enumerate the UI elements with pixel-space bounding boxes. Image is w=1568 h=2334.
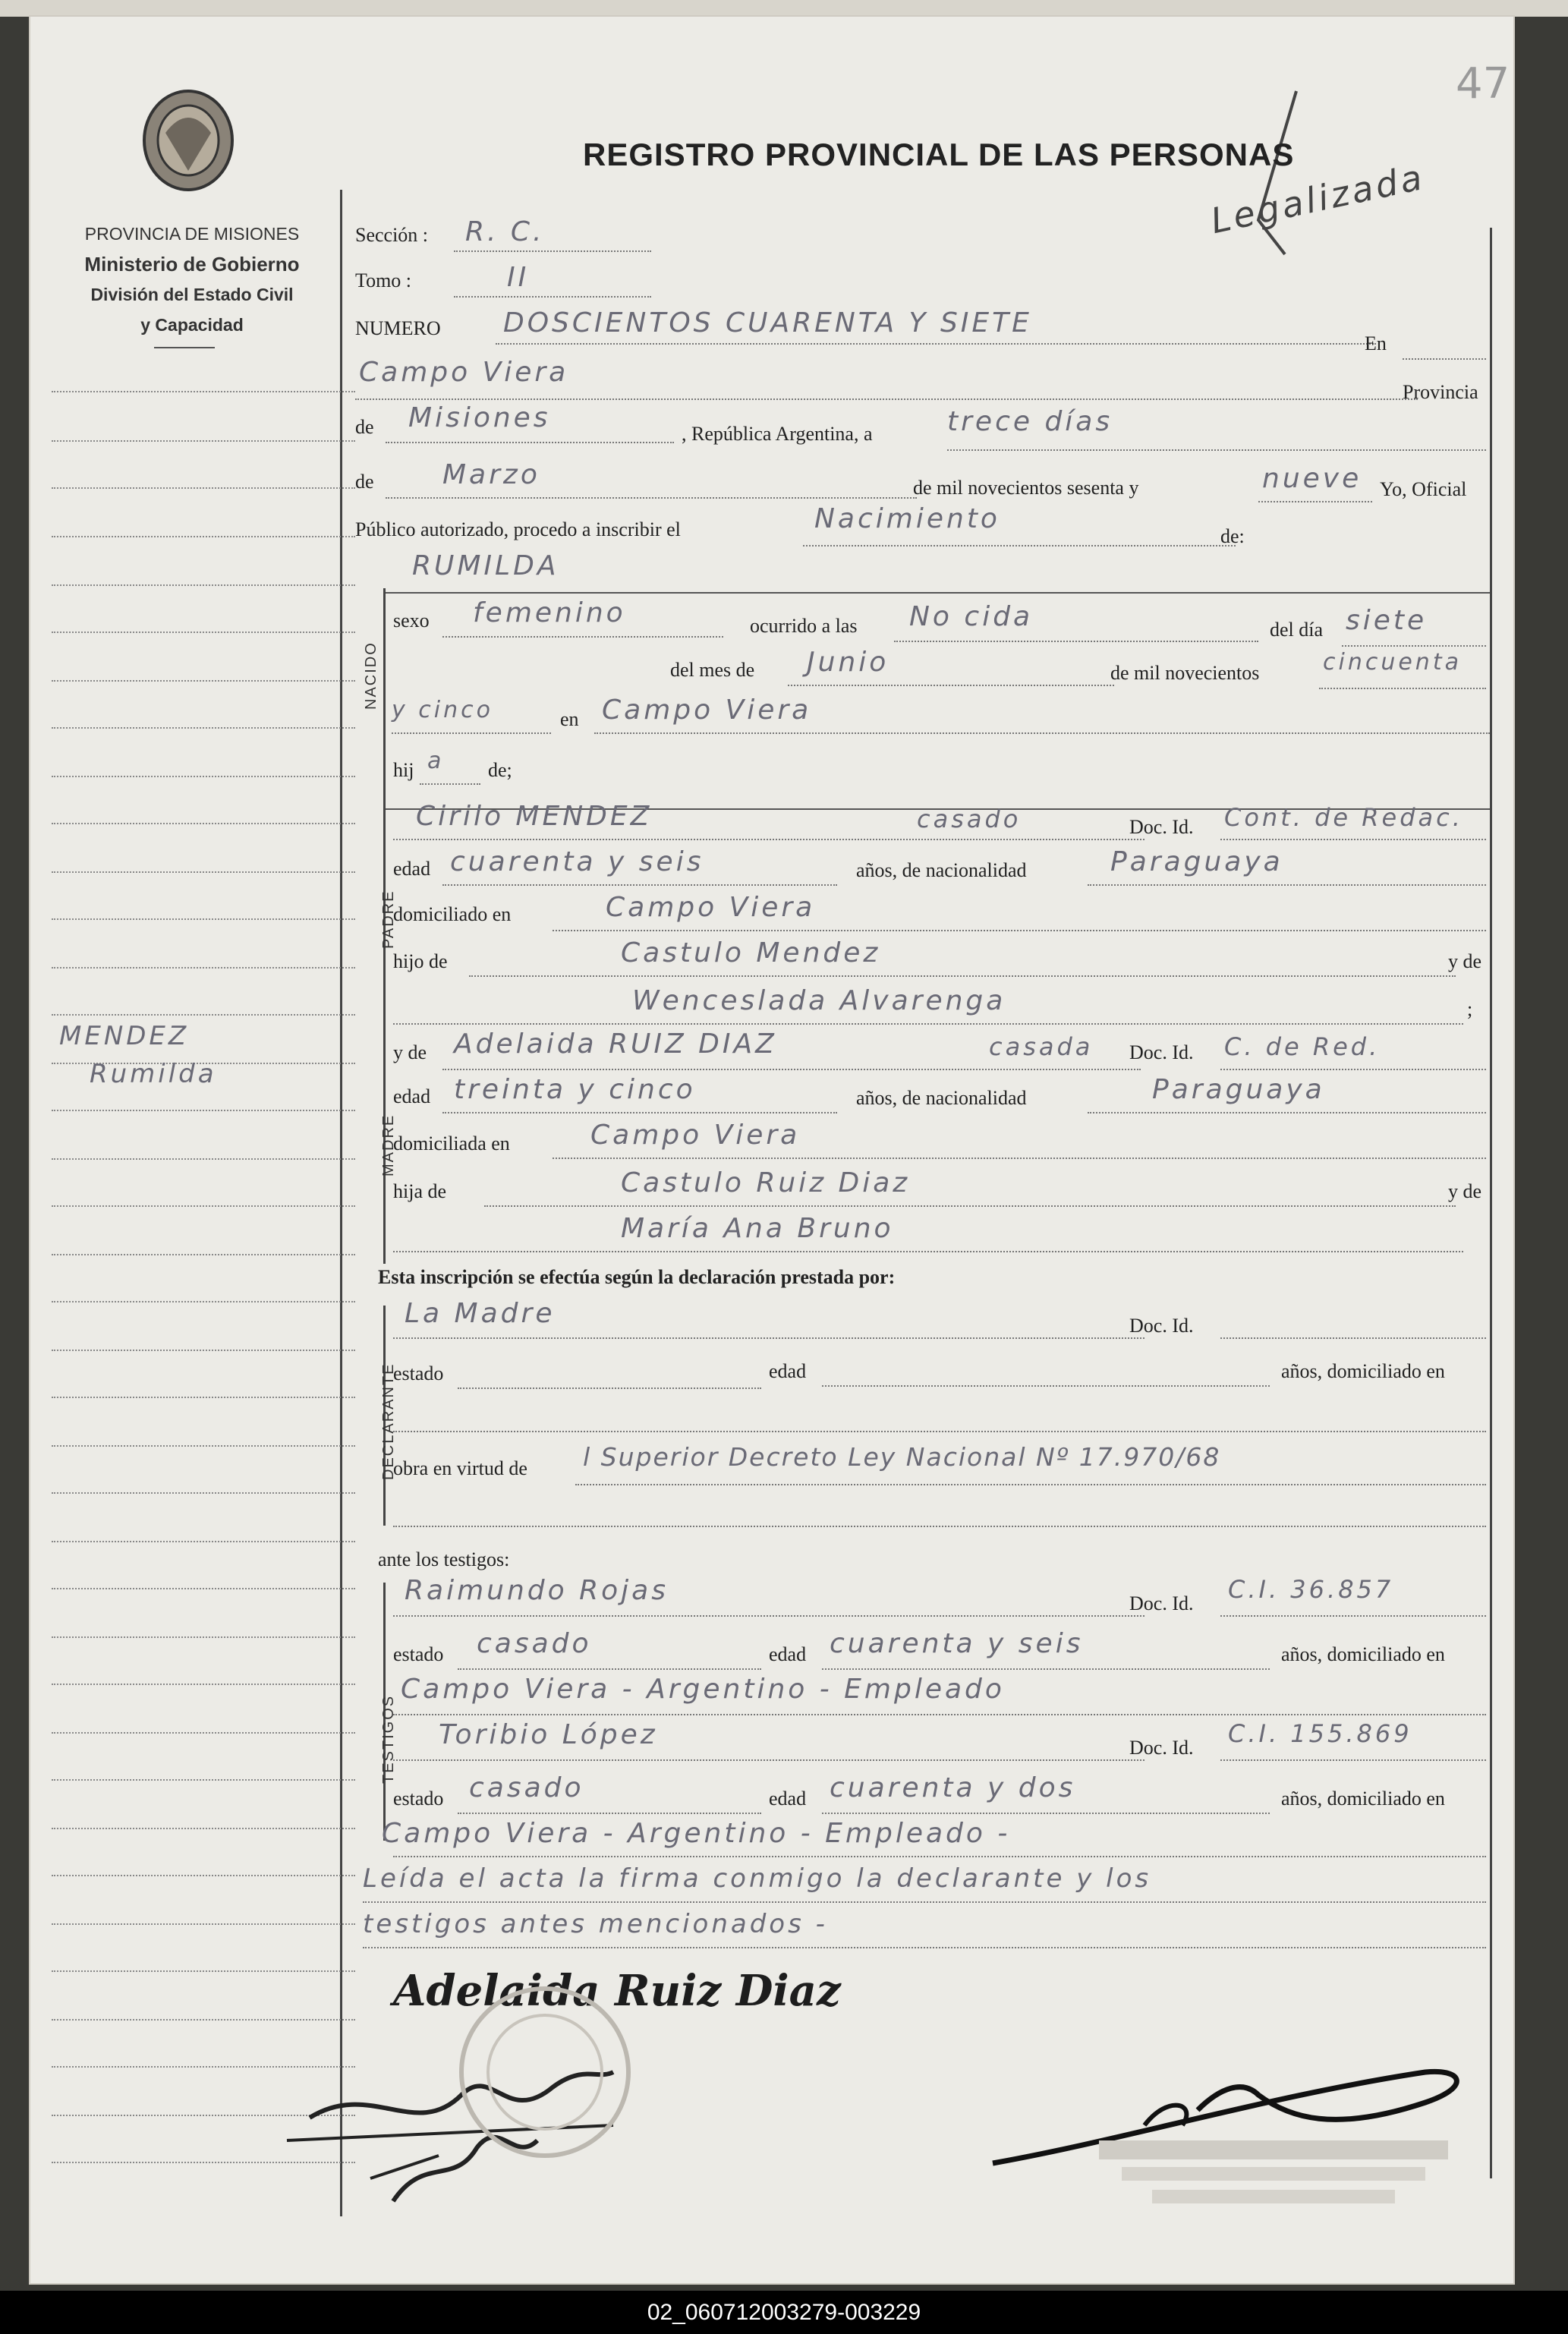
testigo2-doc-label: Doc. Id. [1129, 1737, 1194, 1759]
testigo1-nombre-value: Raimundo Rojas [405, 1575, 669, 1606]
official-seal-icon [439, 1973, 651, 2171]
padre-edad-label: edad [393, 858, 431, 880]
register-page [29, 15, 1515, 2285]
hora-value: No cida [909, 601, 1034, 632]
testigo2-nombre-value: Toribio López [439, 1719, 658, 1750]
declarante-label: DECLARANTE [380, 1362, 397, 1480]
mes-value: Marzo [442, 459, 540, 490]
capacity-line: y Capacidad [140, 315, 244, 335]
de-label: de [355, 416, 374, 438]
lugar-value: Campo Viera [359, 357, 569, 388]
del-mes-label: del mes de [670, 659, 755, 681]
numero-value: DOSCIENTOS CUARENTA Y SIETE [503, 307, 1032, 339]
declarante-nombre-value: La Madre [405, 1298, 556, 1329]
testigo1-domicilio-value: Campo Viera - Argentino - Empleado [401, 1674, 1005, 1705]
acto-value: Nacimiento [814, 503, 1000, 534]
declarante-anos-label: años, domiciliado en [1281, 1360, 1445, 1382]
officer-stamp-icon [1091, 2133, 1456, 2216]
sexo-label: sexo [393, 609, 430, 632]
padre-y-de-label: y de [1448, 950, 1482, 972]
numero-label: NUMERO [355, 317, 441, 339]
provincia-value: Misiones [408, 402, 551, 433]
obra-label: obra en virtud de [393, 1457, 527, 1479]
seccion-value: R. C. [465, 216, 545, 247]
testigo2-estado-label: estado [393, 1788, 444, 1810]
padre-estado-value: casado [917, 805, 1022, 833]
republica-label: , República Argentina, a [682, 423, 873, 445]
ante-testigos-label: ante los testigos: [378, 1548, 510, 1570]
province-line: PROVINCIA DE MISIONES [84, 224, 300, 244]
nombre-value: RUMILDA [412, 550, 559, 581]
tomo-label: Tomo : [355, 269, 412, 291]
mes-nac-value: Junio [807, 647, 889, 678]
closing-line-1: Leída el acta la firma conmigo la declarante y los [363, 1863, 1152, 1894]
madre-doc-value: C. de Red. [1224, 1032, 1381, 1061]
testigo2-edad-label: edad [769, 1788, 807, 1810]
right-border [1490, 228, 1492, 2178]
footer-code: 02_060712003279-003229 [0, 2291, 1568, 2334]
testigo1-doc-label: Doc. Id. [1129, 1592, 1194, 1614]
ocurrido-label: ocurrido a las [750, 615, 858, 637]
padre-hijo-de-label: hijo de [393, 950, 448, 972]
declarante-estado-label: estado [393, 1362, 444, 1384]
padre-padre-value: Castulo Mendez [621, 937, 881, 969]
padre-semicolon: ; [1467, 998, 1473, 1020]
lugar-nac-value: Campo Viera [602, 695, 812, 726]
legalizada-stamp: Legalizada [1207, 156, 1429, 242]
testigo2-domicilio-value: Campo Viera - Argentino - Empleado - [382, 1818, 1011, 1849]
padre-domicilio-label: domiciliado en [393, 903, 512, 925]
madre-nacionalidad-value: Paraguaya [1152, 1074, 1325, 1105]
dia-value: trece días [947, 406, 1113, 437]
testigos-label: TESTIGOS [380, 1694, 397, 1784]
closing-line-2: testigos antes mencionados - [363, 1909, 828, 1939]
sexo-value: femenino [473, 597, 626, 628]
dia-nac-value: siete [1346, 605, 1428, 636]
declarante-signature: Adelaida Ruiz Diaz [393, 1966, 841, 2016]
nacido-label: NACIDO [363, 641, 379, 710]
left-column-divider [340, 190, 342, 2216]
del-dia-label: del día [1270, 619, 1324, 641]
madre-edad-label: edad [393, 1085, 431, 1107]
testigo2-anos-label: años, domiciliado en [1281, 1788, 1445, 1810]
margin-surname: MENDEZ [59, 1021, 190, 1051]
publico-label: Público autorizado, procedo a inscribir el [355, 518, 681, 540]
inscripcion-label: Esta inscripción se efectúa según la declaración prestada por: [378, 1266, 896, 1288]
testigo1-estado-value: casado [477, 1628, 592, 1659]
padre-edad-value: cuarenta y seis [450, 846, 704, 877]
declarante-edad-label: edad [769, 1360, 807, 1382]
testigo1-estado-label: estado [393, 1643, 444, 1665]
padre-domicilio-value: Campo Viera [606, 892, 816, 923]
padre-nac-label: años, de nacionalidad [856, 859, 1027, 881]
madre-edad-value: treinta y cinco [454, 1074, 696, 1105]
obra-value: l Superior Decreto Ley Nacional Nº 17.970/68 [583, 1442, 1221, 1472]
padre-madre-value: Wenceslada Alvarenga [632, 985, 1006, 1016]
hij-label: hij [393, 759, 414, 781]
madre-madre-value: María Ana Bruno [621, 1213, 894, 1244]
provincia-label: Provincia [1403, 381, 1478, 403]
madre-hija-de-label: hija de [393, 1180, 447, 1202]
division-line: División del Estado Civil [90, 285, 294, 304]
mil-novecientos-label: de mil novecientos [1110, 662, 1260, 684]
ministry-line: Ministerio de Gobierno [84, 253, 300, 276]
stamp-stroke-icon [1213, 83, 1319, 266]
testigo2-doc-value: C.I. 155.869 [1228, 1719, 1412, 1748]
padre-doc-label: Doc. Id. [1129, 816, 1194, 838]
hij-suffix-value: a [427, 748, 445, 774]
testigo1-doc-value: C.I. 36.857 [1228, 1575, 1394, 1604]
de-colon-label: de: [1220, 525, 1245, 547]
madre-y-de-label: y de [393, 1041, 427, 1063]
madre-nombre-value: Adelaida RUIZ DIAZ [454, 1028, 777, 1060]
margin-given-name: Rumilda [90, 1059, 217, 1089]
ano-nac-value-2: y cinco [392, 697, 493, 723]
de2-label: de [355, 471, 374, 493]
madre-domicilio-value: Campo Viera [590, 1120, 801, 1151]
madre-nac-label: años, de nacionalidad [856, 1087, 1027, 1109]
header-divider [154, 347, 215, 348]
ano-value: nueve [1262, 463, 1362, 494]
padre-doc-value: Cont. de Redac. [1224, 803, 1463, 832]
testigo2-edad-value: cuarenta y dos [830, 1772, 1076, 1803]
padre-nacionalidad-value: Paraguaya [1110, 846, 1283, 877]
madre-domicilio-label: domiciliada en [393, 1132, 510, 1154]
coat-of-arms-icon [135, 87, 241, 201]
testigo1-edad-label: edad [769, 1643, 807, 1665]
madre-label: MADRE [380, 1113, 397, 1176]
madre-estado-value: casada [989, 1032, 1094, 1061]
padre-nombre-value: Cirilo MENDEZ [416, 801, 653, 832]
page-title: REGISTRO PROVINCIAL DE LAS PERSONAS [583, 137, 1295, 172]
madre-y-de-label: y de [1448, 1180, 1482, 1202]
madre-doc-label: Doc. Id. [1129, 1041, 1194, 1063]
testigo2-estado-value: casado [469, 1772, 584, 1803]
padre-label: PADRE [380, 890, 397, 949]
testigo1-edad-value: cuarenta y seis [830, 1628, 1084, 1659]
tomo-value: II [507, 262, 530, 293]
madre-padre-value: Castulo Ruiz Diaz [621, 1167, 911, 1198]
header-block [67, 219, 317, 340]
testigo1-anos-label: años, domiciliado en [1281, 1643, 1445, 1665]
mil-sesenta-label: de mil novecientos sesenta y [913, 477, 1139, 499]
page-number: 47 [1456, 59, 1510, 109]
en-label: En [1365, 332, 1387, 354]
ano-nac-value-1: cincuenta [1323, 649, 1462, 676]
declarante-doc-label: Doc. Id. [1129, 1315, 1194, 1337]
en-nac-label: en [560, 708, 579, 730]
de-semicolon-label: de; [488, 759, 512, 781]
top-edge [0, 0, 1568, 17]
seccion-label: Sección : [355, 224, 429, 246]
yo-oficial-label: Yo, Oficial [1380, 478, 1467, 500]
